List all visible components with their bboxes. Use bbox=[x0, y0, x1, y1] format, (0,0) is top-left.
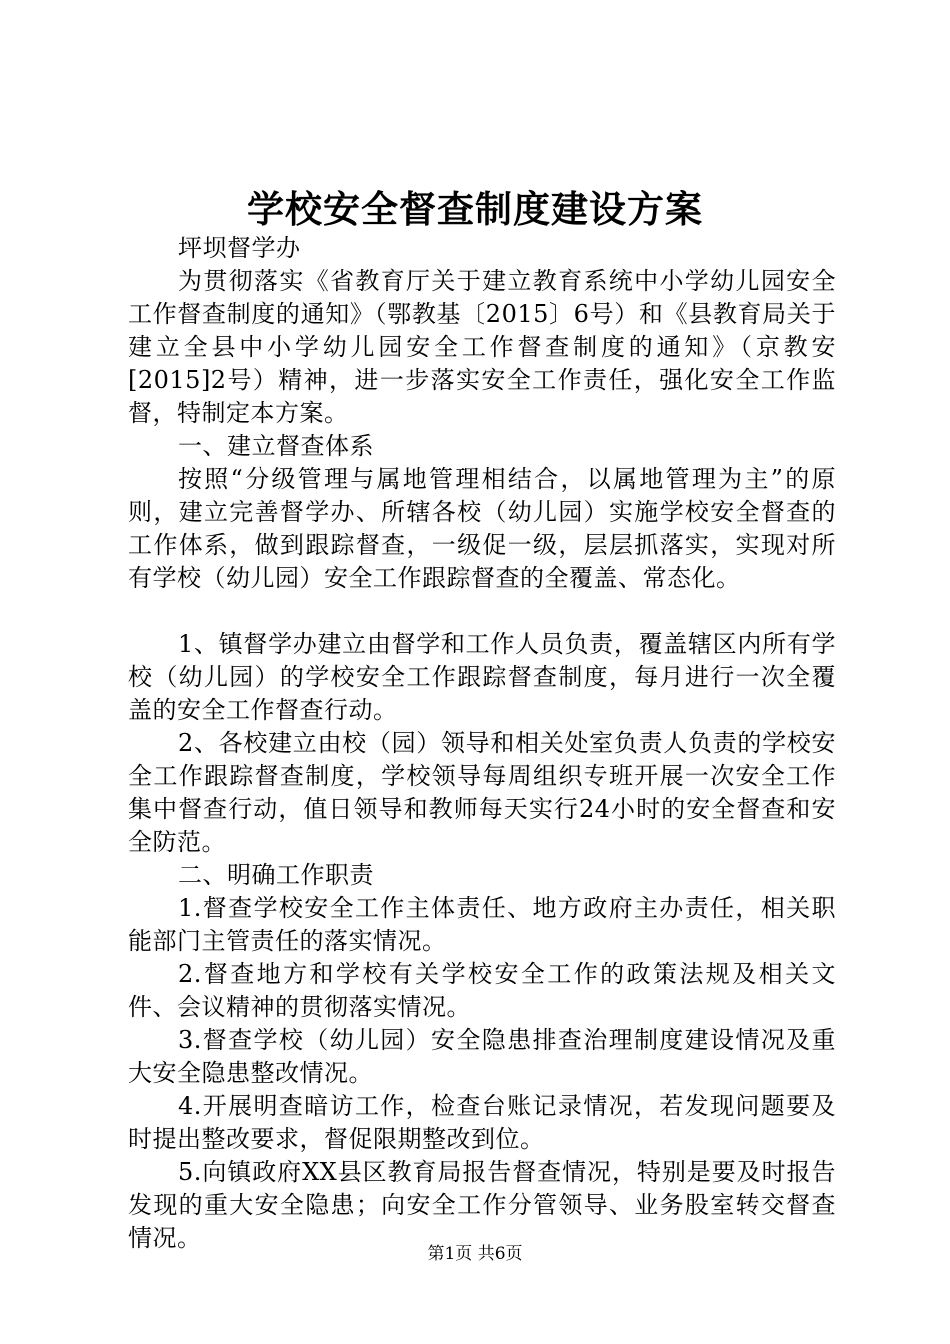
author-line: 坪坝督学办 bbox=[178, 234, 301, 262]
section-heading-1: 一、建立督查体系 bbox=[178, 432, 374, 460]
page-footer: 第1页 共6页 bbox=[427, 1244, 523, 1264]
duty-item-1: 1.督查学校安全工作主体责任、地方政府主办责任，相关职能部门主管责任的落实情况。 bbox=[128, 894, 836, 955]
duty-item-2: 2.督查地方和学校有关学校安全工作的政策法规及相关文件、会议精神的贯彻落实情况。 bbox=[128, 960, 836, 1021]
document-title: 学校安全督查制度建设方案 bbox=[247, 187, 703, 231]
paragraph-item-1: 1、镇督学办建立由督学和工作人员负责，覆盖辖区内所有学校（幼儿园）的学校安全工作跟踪督查制度，每月进行一次全覆盖的安全工作督查行动。 bbox=[128, 630, 836, 724]
paragraph-system: 按照“分级管理与属地管理相结合，以属地管理为主”的原则，建立完善督学办、所辖各校（幼儿园）实施学校安全督查的工作体系，做到跟踪督查，一级促一级，层层抓落实，实现对所有学校（幼儿园）安全工作跟踪督查的全覆盖、常态化。 bbox=[128, 465, 836, 592]
duty-item-3: 3.督查学校（幼儿园）安全隐患排查治理制度建设情况及重大安全隐患整改情况。 bbox=[128, 1026, 836, 1087]
duty-item-5: 5.向镇政府XX县区教育局报告督查情况，特别是要及时报告发现的重大安全隐患；向安全工作分管领导、业务股室转交督查情况。 bbox=[128, 1158, 836, 1252]
paragraph-item-2: 2、各校建立由校（园）领导和相关处室负责人负责的学校安全工作跟踪督查制度，学校领导每周组织专班开展一次安全工作集中督查行动，值日领导和教师每天实行24小时的安全督查和安全防范。 bbox=[128, 729, 836, 856]
paragraph-intro: 为贯彻落实《省教育厅关于建立教育系统中小学幼儿园安全工作督查制度的通知》（鄂教基〔2015〕6号）和《县教育局关于建立全县中小学幼儿园安全工作督查制度的通知》（京教安[2015]2号）精神，进一步落实安全工作责任，强化安全工作监督，特制定本方案。 bbox=[128, 267, 836, 427]
document-body bbox=[128, 232, 836, 1255]
section-heading-2: 二、明确工作职责 bbox=[178, 861, 374, 889]
duty-item-4: 4.开展明查暗访工作，检查台账记录情况，若发现问题要及时提出整改要求，督促限期整改到位。 bbox=[128, 1092, 836, 1153]
